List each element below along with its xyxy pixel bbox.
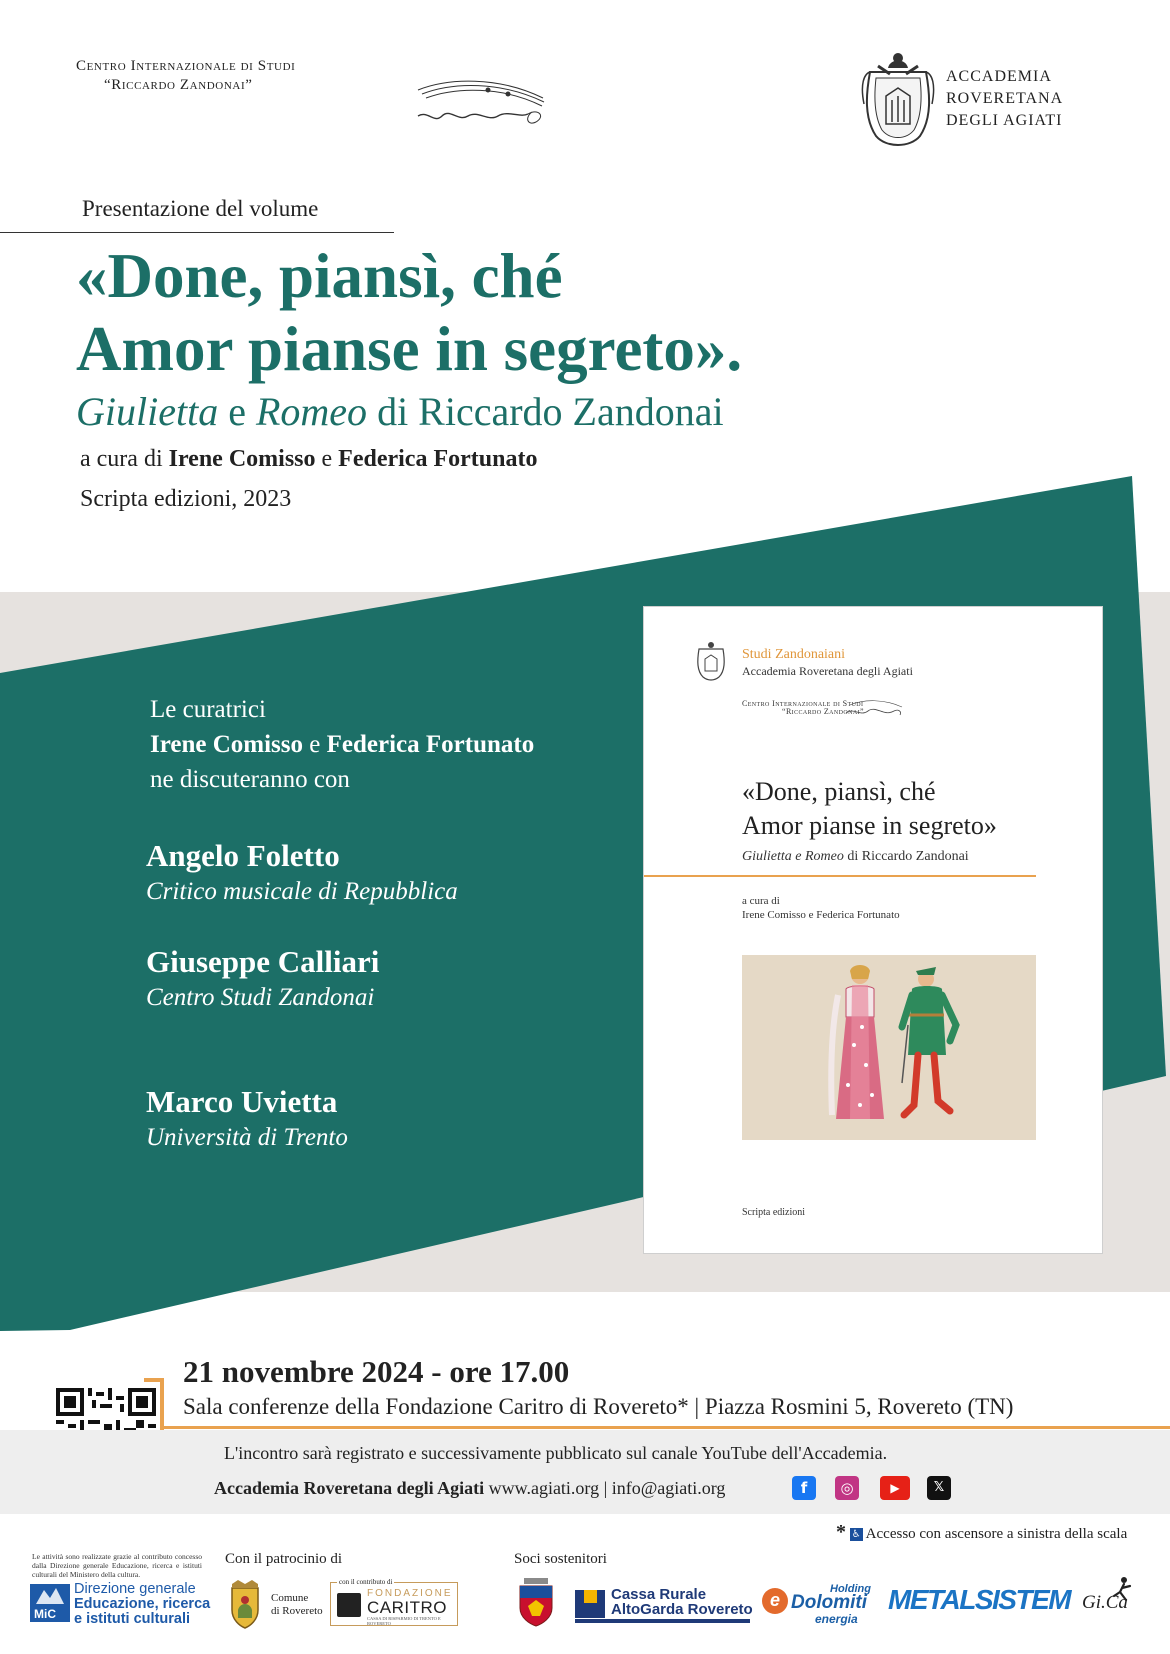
intro-line-1: Le curatrici <box>150 696 266 723</box>
curators-and: e <box>315 446 339 472</box>
access-text: Accesso con ascensore a sinistra della scala <box>862 1526 1128 1542</box>
comune-rovereto-crest-icon <box>224 1580 266 1630</box>
youtube-icon[interactable]: ▶ <box>880 1476 910 1500</box>
caritro-emblem-icon <box>337 1593 361 1617</box>
centro-line-2: “Riccardo Zandonai” <box>104 77 253 93</box>
instagram-icon[interactable]: ◎ <box>835 1476 859 1500</box>
speaker-name: Angelo Foletto <box>146 838 340 873</box>
accademia-line-3: DEGLI AGIATI <box>946 112 1063 129</box>
comune-line-2: di Rovereto <box>271 1605 323 1617</box>
x-icon[interactable]: 𝕏 <box>927 1476 951 1500</box>
dolomiti-energia-mark-icon: e <box>762 1588 788 1614</box>
presentation-label: Presentazione del volume <box>82 196 319 221</box>
intro-curator-1: Irene Comisso <box>150 731 304 758</box>
intro-line-3: ne discuteranno con <box>150 766 350 793</box>
contacts <box>214 1478 725 1499</box>
metalsistem-logo: METALSISTEM <box>888 1584 1071 1615</box>
mic-logo-text: MiC <box>34 1607 56 1621</box>
accademia-name <box>946 66 1063 132</box>
cover-title <box>742 775 997 843</box>
speaker-2 <box>146 942 379 1014</box>
cassa-rurale-line-2: AltoGarda Rovereto <box>611 1601 753 1618</box>
intro-and: e <box>303 731 327 758</box>
cassa-rurale-accent-icon <box>584 1590 597 1603</box>
subtitle-and: e <box>218 389 256 434</box>
mic-emblem-icon <box>30 1584 70 1608</box>
mic-note: Le attività sono realizzate grazie al contributo concesso dalla Direzione generale Educazione, ricerca e istituti culturali del Ministero della cultura. <box>32 1552 202 1579</box>
mic-text <box>74 1582 210 1627</box>
accademia-line-2: ROVERETANA <box>946 90 1064 107</box>
caritro-name: CARITRO <box>367 1598 447 1617</box>
event-date: 21 novembre 2024 - ore 17.00 <box>183 1354 570 1389</box>
holding-label: Holding <box>830 1583 871 1595</box>
caritro-logo <box>330 1578 458 1626</box>
cover-signature-icon <box>844 699 904 721</box>
soci-label: Soci sostenitori <box>514 1551 607 1567</box>
cover-title-line-2: Amor pianse in segreto» <box>742 811 997 840</box>
label-rule <box>0 232 394 233</box>
energia-label: energia <box>815 1612 858 1626</box>
caritro-fondazione: FONDAZIONE <box>367 1588 453 1599</box>
cover-crest-icon <box>694 639 728 683</box>
cover-centro-1: Centro Internazionale di Studi <box>742 699 864 708</box>
facebook-icon[interactable]: f <box>792 1476 816 1500</box>
mic-line-3: e istituti culturali <box>74 1611 191 1627</box>
romeo-juliet-illustration-icon <box>742 955 1036 1140</box>
accademia-crest-icon <box>858 44 938 154</box>
cover-a-cura: a cura di <box>742 895 780 907</box>
giuca-logo: Gi.Ca <box>1082 1592 1128 1613</box>
speaker-role: Centro Studi Zandonai <box>146 984 375 1011</box>
book-title <box>76 240 742 386</box>
mic-logo <box>30 1584 70 1622</box>
speaker-role: Università di Trento <box>146 1124 348 1151</box>
cover-sub-romeo: Romeo <box>805 849 844 864</box>
cover-title-line-1: «Done, piansì, ché <box>742 777 936 806</box>
access-note <box>836 1521 1127 1544</box>
comune-text <box>271 1592 323 1618</box>
panel-intro <box>150 692 534 797</box>
mic-line-1: Direzione generale <box>74 1581 196 1597</box>
book-curators <box>80 446 537 473</box>
event-venue: Sala conferenze della Fondazione Caritro di Rovereto* | Piazza Rosmini 5, Rovereto (TN) <box>183 1394 1014 1419</box>
cover-sub-and: e <box>791 849 805 864</box>
caritro-tagline: CASSA DI RISPARMIO DI TRENTO E ROVERETO <box>367 1616 441 1626</box>
speaker-role: Critico musicale di Repubblica <box>146 878 458 905</box>
comune-line-1: Comune <box>271 1592 309 1604</box>
speaker-name: Marco Uvietta <box>146 1084 338 1119</box>
contact-links[interactable]: www.agiati.org | info@agiati.org <box>484 1478 726 1498</box>
cover-rule <box>644 875 1036 877</box>
accademia-logo <box>858 44 1138 154</box>
mic-line-2: Educazione, ricerca <box>74 1596 211 1612</box>
book-title-line-2: Amor pianse in segreto». <box>76 314 743 384</box>
cover-centro-2: “Riccardo Zandonai” <box>782 707 864 716</box>
org-name: Accademia Roveretana degli Agiati <box>214 1478 485 1498</box>
speaker-1 <box>146 836 458 908</box>
caritro-small: con il contributo di <box>339 1578 393 1586</box>
cassa-rurale-bar <box>575 1619 750 1623</box>
patrocinio-label: Con il patrocinio di <box>225 1551 343 1567</box>
book-cover <box>643 606 1103 1254</box>
youtube-note: L'incontro sarà registrato e successivamente pubblicato sul canale YouTube dell'Accademia. <box>224 1443 888 1463</box>
dolomiti-label: Dolomiti <box>791 1592 867 1613</box>
curators-prefix: a cura di <box>80 446 169 472</box>
access-star: * <box>836 1521 846 1543</box>
orange-rule <box>163 1426 1170 1429</box>
cover-accademia: Accademia Roveretana degli Agiati <box>742 664 913 678</box>
book-title-line-1: «Done, piansì, ché <box>76 241 563 311</box>
speaker-3 <box>146 1082 348 1154</box>
subtitle-rest: di Riccardo Zandonai <box>367 389 724 434</box>
subtitle-giulietta: Giulietta <box>76 389 219 434</box>
subtitle-romeo: Romeo <box>255 389 368 434</box>
cover-names: Irene Comisso e Federica Fortunato <box>742 909 900 921</box>
cover-sub-rest: di Riccardo Zandonai <box>843 849 969 864</box>
cover-series: Studi Zandonaiani <box>742 647 846 662</box>
curator-1: Irene Comisso <box>168 446 316 472</box>
cassa-rurale-line-1: Cassa Rurale <box>611 1586 707 1603</box>
curator-2: Federica Fortunato <box>338 446 538 472</box>
centro-line-1: Centro Internazionale di Studi <box>76 58 296 74</box>
intro-curator-2: Federica Fortunato <box>326 731 535 758</box>
signature-icon <box>338 72 558 132</box>
accademia-line-1: ACCADEMIA <box>946 68 1052 85</box>
wheelchair-icon: ♿ <box>850 1528 863 1541</box>
intro-line-2 <box>150 727 534 762</box>
cover-sub-giulietta: Giulietta <box>742 849 792 864</box>
cover-subtitle <box>742 849 969 865</box>
centro-zandonai-logo <box>76 58 486 94</box>
cover-publisher: Scripta edizioni <box>742 1207 806 1218</box>
book-publisher: Scripta edizioni, 2023 <box>80 486 292 512</box>
book-subtitle <box>76 388 724 435</box>
speaker-name: Giuseppe Calliari <box>146 944 380 979</box>
regional-crest-icon <box>514 1576 558 1628</box>
cover-illustration <box>742 955 1036 1140</box>
